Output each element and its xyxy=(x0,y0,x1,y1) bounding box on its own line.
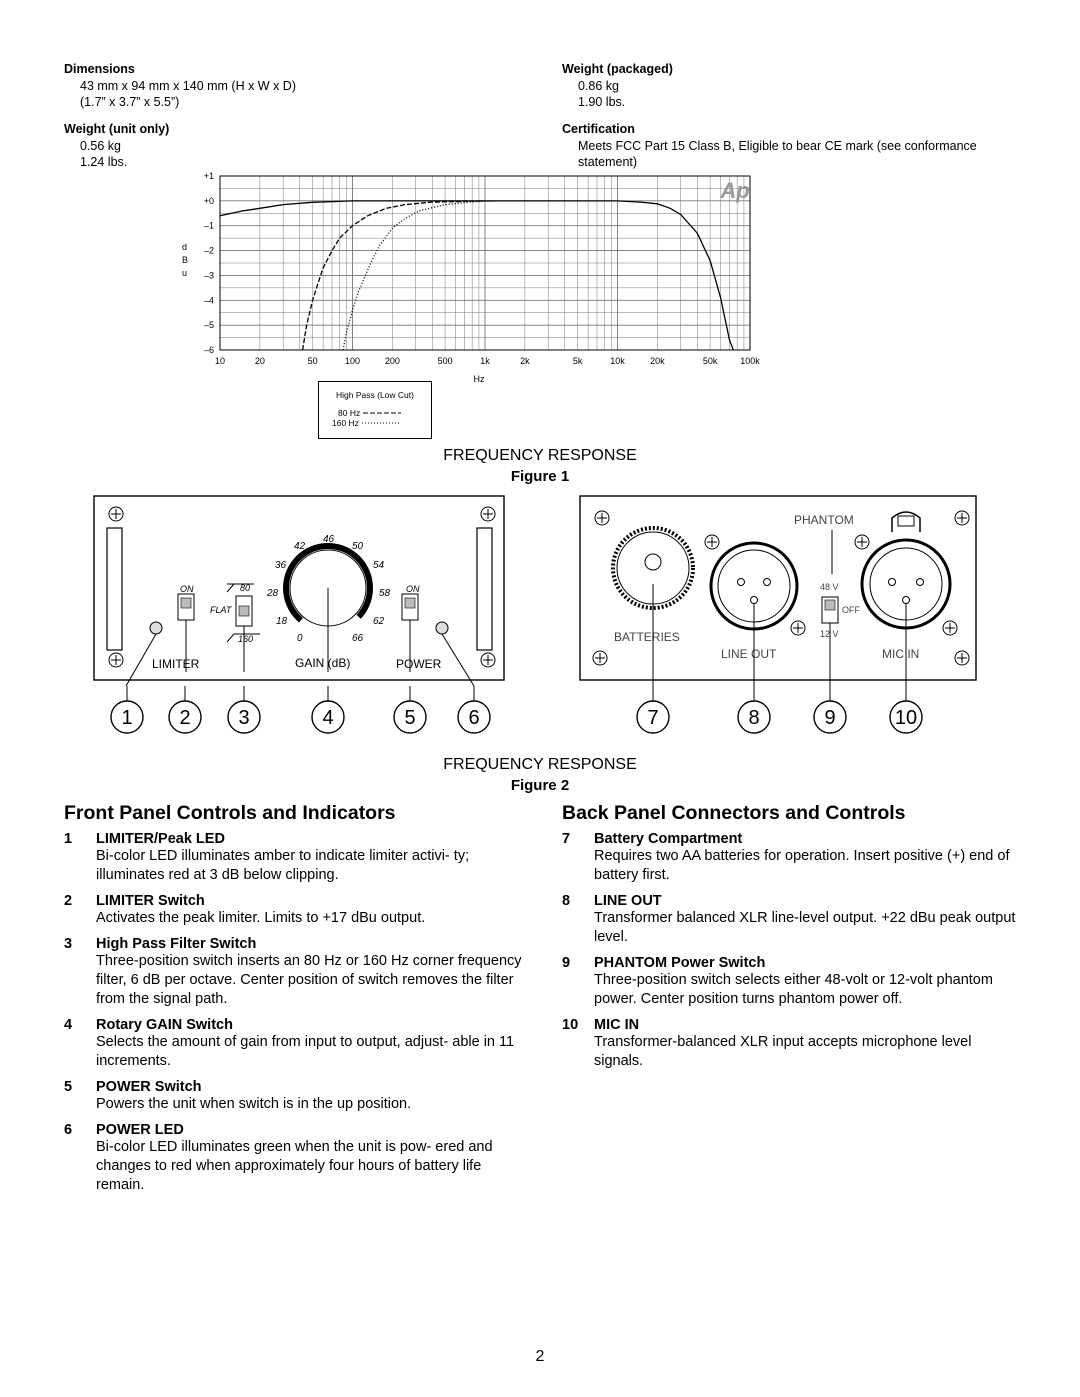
xlr-latch-button xyxy=(898,516,914,526)
y-tick-label: +0 xyxy=(203,195,214,206)
legend-entry-160hz xyxy=(319,418,431,428)
xlr-pin xyxy=(764,579,771,586)
list-item xyxy=(562,893,1022,947)
leader-line xyxy=(442,634,474,686)
screw-icon xyxy=(595,511,609,525)
gain-tick: 50 xyxy=(352,541,364,552)
svg-text:9: 9 xyxy=(824,707,836,729)
gain-tick: 42 xyxy=(294,541,306,552)
x-tick-label: 20k xyxy=(650,356,665,366)
spec-label: Weight (unit only) xyxy=(64,122,170,136)
item-number: 2 xyxy=(64,893,73,909)
spec-line: Meets FCC Part 15 Class B, Eligible to bear CE mark (see conformance xyxy=(578,139,977,153)
y-tick-label: –3 xyxy=(203,270,214,281)
screw-icon xyxy=(109,507,123,521)
spec-label: Certification xyxy=(562,122,635,136)
xlr-pin xyxy=(903,597,910,604)
x-tick-label: 5k xyxy=(572,356,583,366)
limiter-label: LIMITER xyxy=(152,657,200,671)
switch-lever xyxy=(239,606,249,616)
power-led-icon xyxy=(436,622,448,634)
battery-cap-slot xyxy=(645,554,661,570)
item-title: Battery Compartment xyxy=(594,831,743,847)
callout-1 xyxy=(111,701,143,733)
spec-line: 1.24 lbs. xyxy=(80,155,128,169)
item-title: LIMITER/Peak LED xyxy=(96,831,225,847)
front-panel-diagram xyxy=(90,494,510,686)
xlr-pin xyxy=(751,597,758,604)
callout-8 xyxy=(738,701,770,733)
mic-in-label: MIC IN xyxy=(882,647,920,661)
item-description: Transformer-balanced XLR input accepts microphone level signals. xyxy=(594,1034,972,1069)
left-rail xyxy=(107,528,122,650)
limiter-led-icon xyxy=(150,622,162,634)
list-item xyxy=(64,831,524,885)
callout-3 xyxy=(228,701,260,733)
spec-line: 1.90 lbs. xyxy=(578,95,626,109)
item-number: 10 xyxy=(562,1017,579,1033)
item-description: Three-position switch inserts an 80 Hz or 160 Hz corner frequency filter, 6 dB per octave. Center position of switch removes the filter from the signal path. xyxy=(96,953,522,1007)
x-tick-label: 100k xyxy=(740,356,760,366)
svg-text:5: 5 xyxy=(404,707,416,729)
gain-tick: 46 xyxy=(323,534,335,545)
xlr-latch-icon xyxy=(892,512,920,532)
switch-lever xyxy=(405,598,415,608)
list-item xyxy=(64,1079,524,1114)
gain-tick: 54 xyxy=(373,560,385,571)
y-tick-label: –4 xyxy=(203,295,214,306)
callout-numbers xyxy=(0,686,1080,750)
spec-certification xyxy=(562,122,1042,170)
screw-icon xyxy=(955,651,969,665)
item-description: Transformer balanced XLR line-level output. +22 dBu peak output level. xyxy=(594,910,1016,945)
chart-legend xyxy=(318,381,432,439)
callout-10 xyxy=(890,701,922,733)
item-number: 9 xyxy=(562,955,571,971)
x-tick-label: 10 xyxy=(214,356,226,366)
x-tick-label: 500 xyxy=(437,356,453,366)
item-description: Requires two AA batteries for operation. Insert positive (+) end of battery first. xyxy=(594,848,1010,883)
back-panel-section xyxy=(562,802,1022,1079)
batteries-label: BATTERIES xyxy=(614,630,680,644)
item-description: Three-position switch selects either 48-volt or 12-volt phantom power. Center position turns phantom power off. xyxy=(594,972,993,1007)
y-tick-label: –5 xyxy=(203,320,214,331)
switch-lever xyxy=(181,598,191,608)
item-number: 6 xyxy=(64,1122,73,1138)
y-axis-label-b: B xyxy=(182,255,189,265)
legend-label: 80 Hz xyxy=(338,408,361,418)
y-tick-label: –6 xyxy=(203,345,214,355)
phantom-label: PHANTOM xyxy=(794,513,854,527)
callout-2 xyxy=(169,701,201,733)
x-tick-label: 50k xyxy=(702,356,718,366)
legend-dotted-swatch xyxy=(362,420,402,426)
callout-4 xyxy=(312,701,344,733)
spec-line: 43 mm x 94 mm x 140 mm (H x W x D) xyxy=(80,79,296,93)
screw-icon xyxy=(481,507,495,521)
gain-tick: 28 xyxy=(267,588,279,599)
screw-icon xyxy=(705,535,719,549)
front-panel-section xyxy=(64,802,524,1203)
y-axis-label-d: d xyxy=(182,242,188,252)
right-rail xyxy=(477,528,492,650)
figure2-caption: FREQUENCY RESPONSE xyxy=(443,756,637,773)
gain-label: GAIN (dB) xyxy=(295,656,351,670)
item-number: 1 xyxy=(64,831,73,847)
callout-6 xyxy=(458,701,490,733)
item-number: 5 xyxy=(64,1079,73,1095)
phantom-12v-label: 12 V xyxy=(820,629,839,639)
back-item-list xyxy=(562,831,1022,1071)
item-title: LINE OUT xyxy=(594,893,662,909)
figure2-label: Figure 2 xyxy=(510,777,570,794)
page-number: 2 xyxy=(535,1348,545,1365)
x-tick-label: 20 xyxy=(254,356,265,366)
item-description: Powers the unit when switch is in the up position. xyxy=(96,1096,412,1112)
svg-text:10: 10 xyxy=(894,707,918,729)
item-description: Selects the amount of gain from input to output, adjust- able in 11 increments. xyxy=(96,1034,515,1069)
hp-80-label: 80 xyxy=(240,583,251,593)
figure1-caption: FREQUENCY RESPONSE xyxy=(443,447,637,464)
svg-text:3: 3 xyxy=(238,707,250,729)
switch-lever xyxy=(825,600,835,610)
gain-tick: 18 xyxy=(276,616,288,627)
x-tick-labels xyxy=(215,356,760,366)
spec-weight-packaged xyxy=(562,62,1042,110)
list-item xyxy=(64,936,524,1009)
spec-weight-unit xyxy=(64,122,364,170)
callout-7 xyxy=(637,701,669,733)
ap-logo: Ap xyxy=(720,178,750,203)
x-tick-label: 50 xyxy=(307,356,318,366)
screw-icon xyxy=(791,621,805,635)
phantom-off-label: OFF xyxy=(842,605,860,615)
chart-grid xyxy=(220,176,750,350)
screw-icon xyxy=(109,653,123,667)
svg-text:8: 8 xyxy=(748,707,760,729)
phantom-48v-label: 48 V xyxy=(820,582,839,592)
y-tick-label: –2 xyxy=(203,245,214,256)
y-tick-labels xyxy=(204,171,214,355)
hp-80-slash xyxy=(227,584,234,592)
item-description: Bi-color LED illuminates green when the unit is pow- ered and changes to red when approximately four hours of battery life remain. xyxy=(96,1139,493,1193)
xlr-pin xyxy=(917,579,924,586)
gain-tick: 36 xyxy=(275,560,287,571)
item-title: Rotary GAIN Switch xyxy=(96,1017,233,1033)
gain-tick: 58 xyxy=(379,588,391,599)
item-title: LIMITER Switch xyxy=(96,893,205,909)
list-item xyxy=(64,893,524,928)
item-number: 4 xyxy=(64,1017,73,1033)
xlr-pin xyxy=(738,579,745,586)
y-axis-label-u: u xyxy=(182,268,188,278)
line-out-label: LINE OUT xyxy=(721,647,777,661)
spec-dimensions xyxy=(64,62,504,110)
spec-line: statement) xyxy=(578,155,638,169)
spec-line: 0.56 kg xyxy=(80,139,122,153)
svg-text:7: 7 xyxy=(647,707,659,729)
x-axis-label: Hz xyxy=(473,374,485,384)
figure1-label: Figure 1 xyxy=(510,468,570,485)
spec-line: (1.7” x 3.7” x 5.5”) xyxy=(80,95,180,109)
x-tick-label: 2k xyxy=(520,356,530,366)
spec-label: Dimensions xyxy=(64,62,135,76)
list-item xyxy=(64,1017,524,1071)
section-title: Front Panel Controls and Indicators xyxy=(64,802,396,824)
back-panel-diagram xyxy=(576,494,980,686)
section-title: Back Panel Connectors and Controls xyxy=(562,802,906,824)
callout-5 xyxy=(394,701,426,733)
y-tick-label: –1 xyxy=(203,220,214,231)
screw-icon xyxy=(593,651,607,665)
y-tick-label: +1 xyxy=(203,171,214,181)
list-item xyxy=(64,1122,524,1195)
item-title: POWER Switch xyxy=(96,1079,202,1095)
item-title: MIC IN xyxy=(594,1017,640,1033)
svg-text:1: 1 xyxy=(121,707,133,729)
list-item xyxy=(562,831,1022,885)
xlr-pin xyxy=(889,579,896,586)
svg-text:6: 6 xyxy=(468,707,480,729)
x-tick-label: 200 xyxy=(384,356,400,366)
item-title: High Pass Filter Switch xyxy=(96,936,257,952)
gain-tick: 62 xyxy=(373,616,385,627)
power-label: POWER xyxy=(396,657,442,671)
svg-text:4: 4 xyxy=(322,707,334,729)
legend-dashed-swatch xyxy=(363,410,403,416)
item-number: 3 xyxy=(64,936,73,952)
frequency-response-chart xyxy=(170,168,770,388)
power-on-label: ON xyxy=(406,584,420,594)
list-item xyxy=(562,955,1022,1009)
item-title: PHANTOM Power Switch xyxy=(594,955,766,971)
spec-line: 0.86 kg xyxy=(578,79,620,93)
screw-icon xyxy=(943,621,957,635)
spec-label: Weight (packaged) xyxy=(562,62,673,76)
screw-icon xyxy=(481,653,495,667)
hp-160-slash xyxy=(227,634,234,642)
item-number: 7 xyxy=(562,831,571,847)
x-tick-label: 100 xyxy=(344,356,361,366)
screw-icon xyxy=(855,535,869,549)
x-tick-label: 10k xyxy=(610,356,625,366)
legend-label: 160 Hz xyxy=(332,418,359,428)
legend-title: High Pass (Low Cut) xyxy=(336,390,414,400)
limiter-on-label: ON xyxy=(180,584,194,594)
legend-entry-80hz xyxy=(319,408,431,418)
gain-tick: 66 xyxy=(352,633,364,644)
gain-tick: 0 xyxy=(297,633,303,644)
item-title: POWER LED xyxy=(96,1122,184,1138)
svg-text:2: 2 xyxy=(179,707,191,729)
callout-9 xyxy=(814,701,846,733)
item-description: Bi-color LED illuminates amber to indicate limiter activi- ty; illuminates red at 3 dB below clipping. xyxy=(96,848,470,883)
list-item xyxy=(562,1017,1022,1071)
hp-flat-label: FLAT xyxy=(210,605,232,615)
front-item-list xyxy=(64,831,524,1195)
x-tick-label: 1k xyxy=(480,356,490,366)
item-number: 8 xyxy=(562,893,571,909)
screw-icon xyxy=(955,511,969,525)
item-description: Activates the peak limiter. Limits to +17 dBu output. xyxy=(96,910,426,926)
hp-160-label: 160 xyxy=(238,634,254,644)
